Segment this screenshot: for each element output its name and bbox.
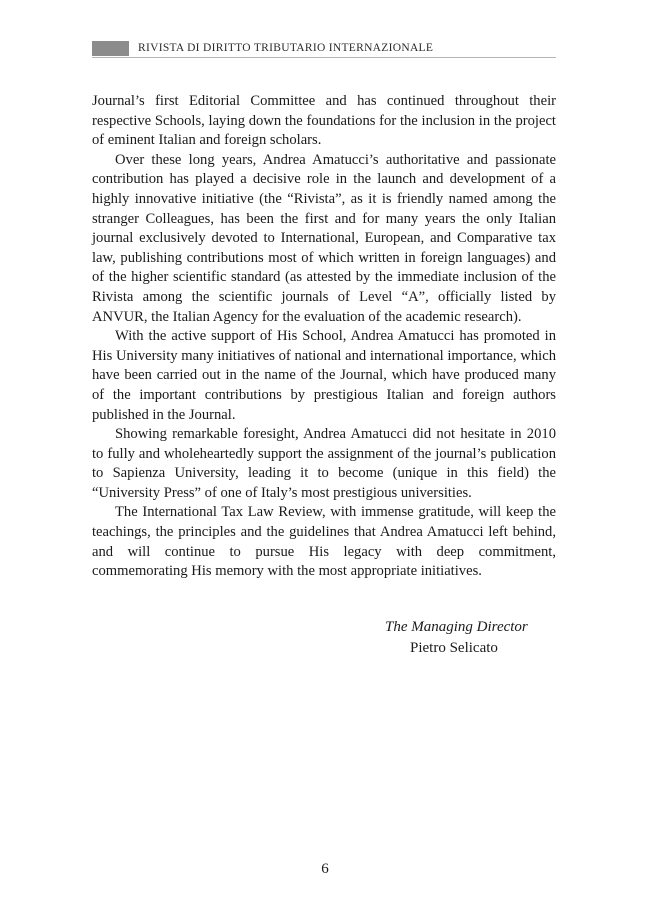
header-decorative-bar	[92, 41, 129, 56]
paragraph-4: Showing remarkable foresight, Andrea Amatucci did not hesitate in 2010 to fully and wholeheartedly support the assignment of the journal’s publication to Sapienza University, leading it to become (unique in this field) the “University Press” of one of Italy’s most prestigious universities.	[92, 426, 556, 501]
journal-title: RIVISTA DI DIRITTO TRIBUTARIO INTERNAZIONALE	[138, 42, 434, 54]
paragraph-2: Over these long years, Andrea Amatucci’s authoritative and passionate contribution has played a decisive role in the launch and development of a highly innovative initiative (the “Rivista”, as it is friendly named among the stranger Colleagues, has been the first and for many years the only Italian journal exclusively devoted to International, European, and Comparative tax law, publishing contributions most of which written in foreign languages) and of the higher scientific standard (as attested by the immediate inclusion of the Rivista among the scientific journals of Level “A”, officially listed by ANVUR, the Italian Agency for the evaluation of the academic research).	[92, 151, 556, 325]
paragraph-3: With the active support of His School, Andrea Amatucci has promoted in His University many initiatives of national and international importance, which have been carried out in the name of the Journal, which have produced many of the important contributions by prestigious Italian and foreign authors published in the Journal.	[92, 328, 556, 423]
paragraph-5: The International Tax Law Review, with immense gratitude, will keep the teachings, the principles and the guidelines that Andrea Amatucci left behind, and will continue to pursue His legacy with deep commitment, commemorating His memory with the most appropriate initiatives.	[92, 504, 556, 580]
signatory-role: The Managing Director	[385, 619, 528, 635]
running-header	[92, 40, 556, 58]
signatory-name: Pietro Selicato	[410, 640, 498, 656]
page-number: 6	[321, 861, 329, 877]
paragraph-1: Journal’s first Editorial Committee and has continued throughout their respective Schools, laying down the foundations for the inclusion in the project of eminent Italian and foreign scholars.	[92, 93, 556, 149]
article-body	[92, 92, 556, 582]
